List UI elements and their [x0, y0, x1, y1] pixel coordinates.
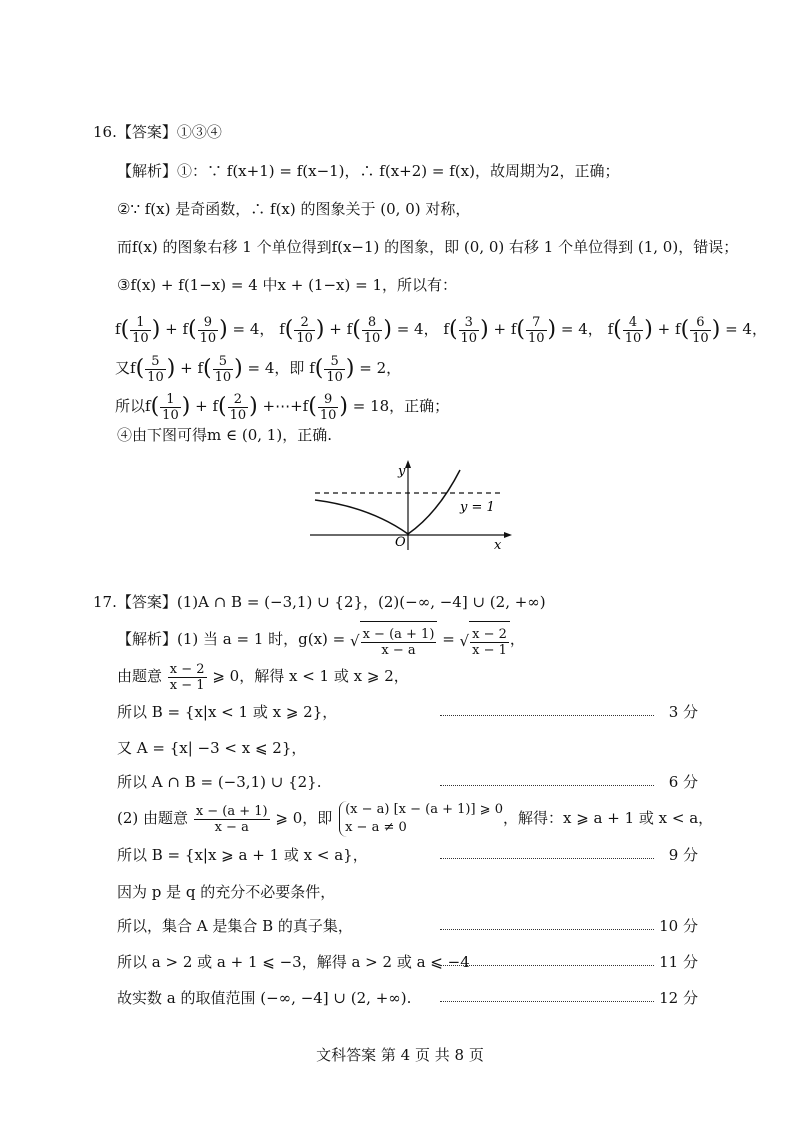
- curve-right-branch: [408, 470, 460, 534]
- system-of-inequalities: (x − a) [x − (a + 1)] ⩾ 0 x − a ≠ 0: [339, 801, 503, 837]
- x-axis-label: x: [494, 538, 502, 553]
- fraction: $\frac{1}{10}$: [132, 314, 149, 346]
- curve-left-branch: [315, 500, 408, 534]
- fraction: $\frac{8}{10}$: [363, 314, 381, 346]
- fraction: $\frac{9}{10}$: [319, 391, 337, 423]
- q16-answer-heading: 16.【答案】①③④: [93, 123, 222, 141]
- q17-analysis-line-2: 由题意 $\frac{x - 2}{x - 1}$ ⩾ 0，解得 x < 1 或 x ⩾ 2，: [117, 661, 409, 693]
- q16-analysis-line-4: ③f(x) + f(1−x) = 4 中x + (1−x) = 1，所以有：: [117, 276, 457, 294]
- fraction: $\frac{6}{10}$: [692, 314, 709, 346]
- fraction: $\frac{2}{10}$: [296, 314, 313, 346]
- q16-half-value-line: 又f( $\frac{5}{10}$ ) + f( $\frac{5}{10}$ ) = 4，即 f( $\frac{5}{10}$ ) = 2，: [115, 353, 402, 385]
- q17-analysis-line-7: 所以 B = {x|x ⩾ a + 1 或 x < a}，: [117, 846, 368, 864]
- origin-label: O: [395, 535, 406, 550]
- q17-answer-heading: 17.【答案】(1)A ∩ B = (−3,1) ∪ {2}，(2)(−∞, −4] ∪ (2, +∞): [93, 593, 546, 611]
- q17-analysis-line-1: 【解析】(1) 当 a = 1 时，g(x) = √ $\frac{x - (a + 1)}{x - a}$ = √ $\frac{x - 2}{x - 1}$ ，: [117, 621, 525, 659]
- q16-analysis-line-3: 而f(x) 的图象右移 1 个单位得到f(x−1) 的图象，即 (0, 0) 右移 1 个单位得到 (1, 0)，错误；: [117, 238, 739, 256]
- fraction: $\frac{2}{10}$: [229, 391, 247, 423]
- sqrt-expression: √ $\frac{x - (a + 1)}{x - a}$: [350, 621, 437, 659]
- page-footer: 文科答案 第 4 页 共 8 页: [316, 1046, 484, 1064]
- q17-analysis-line-8: 因为 p 是 q 的充分不必要条件，: [117, 883, 336, 901]
- sqrt-expression: √ $\frac{x - 2}{x - 1}$: [460, 621, 510, 659]
- q17-analysis-line-9: 所以，集合 A 是集合 B 的真子集，: [117, 917, 353, 935]
- fraction: $\frac{5}{10}$: [326, 353, 343, 385]
- q17-analysis-line-6: (2) 由题意 $\frac{x - (a + 1)}{x - a}$ ⩾ 0，即 (x − a) [x − (a + 1)] ⩾ 0 x − a ≠ 0 ，解得：x ⩾ a + 1 或 x < a，: [117, 802, 714, 835]
- q16-analysis-line-2: ②∵ f(x) 是奇函数，∴ f(x) 的图象关于 (0, 0) 对称，: [117, 200, 471, 218]
- fraction: $\frac{3}{10}$: [460, 314, 478, 346]
- q17-analysis-line-4: 又 A = {x| −3 < x ⩽ 2}，: [117, 739, 307, 757]
- function-graph: [300, 455, 520, 555]
- q16-analysis-line-1: 【解析】①：∵ f(x+1) = f(x−1)，∴ f(x+2) = f(x)，故周期为2，正确；: [117, 162, 620, 180]
- fraction: $\frac{9}{10}$: [199, 314, 217, 346]
- fraction: $\frac{7}{10}$: [527, 314, 545, 346]
- q17-analysis-line-3: 所以 B = {x|x < 1 或 x ⩾ 2}，: [117, 703, 338, 721]
- fraction: $\frac{5}{10}$: [214, 353, 232, 385]
- q17-analysis-line-5: 所以 A ∩ B = (−3,1) ∪ {2}.: [117, 773, 322, 791]
- fraction: $\frac{5}{10}$: [147, 353, 164, 385]
- line-y1-label: y = 1: [460, 500, 495, 515]
- y-axis-label: y: [398, 464, 406, 479]
- q16-analysis-line-8: ④由下图可得m ∈ (0, 1)，正确.: [117, 426, 332, 444]
- fraction: $\frac{1}{10}$: [162, 391, 179, 423]
- fraction: $\frac{4}{10}$: [624, 314, 642, 346]
- q16-total-sum-line: 所以f( $\frac{1}{10}$ ) + f( $\frac{2}{10}$ ) +⋯+f( $\frac{9}{10}$ ) = 18，正确；: [115, 391, 450, 423]
- q17-analysis-line-11: 故实数 a 的取值范围 (−∞, −4] ∪ (2, +∞).: [117, 989, 412, 1007]
- fraction: $\frac{x - (a + 1)}{x - a}$: [195, 803, 268, 835]
- q17-analysis-line-10: 所以 a > 2 或 a + 1 ⩽ −3，解得 a > 2 或 a ⩽ −4: [117, 953, 470, 971]
- x-axis-arrow: [504, 532, 512, 538]
- q16-fraction-sums-line: f( $\frac{1}{10}$ ) + f( $\frac{9}{10}$ ) = 4， f( $\frac{2}{10}$ ) + f( $\frac{8}{10}$ ) = 4， f( $\frac{3}{10}$ ) + f( $\frac{7}{10}$ ) = 4， f( $\frac{4}{10}$ ) + f( $\frac{6}{10}$ ) = 4，: [115, 314, 767, 346]
- fraction: $\frac{x - 2}{x - 1}$: [169, 661, 205, 693]
- y-axis-arrow: [405, 460, 411, 468]
